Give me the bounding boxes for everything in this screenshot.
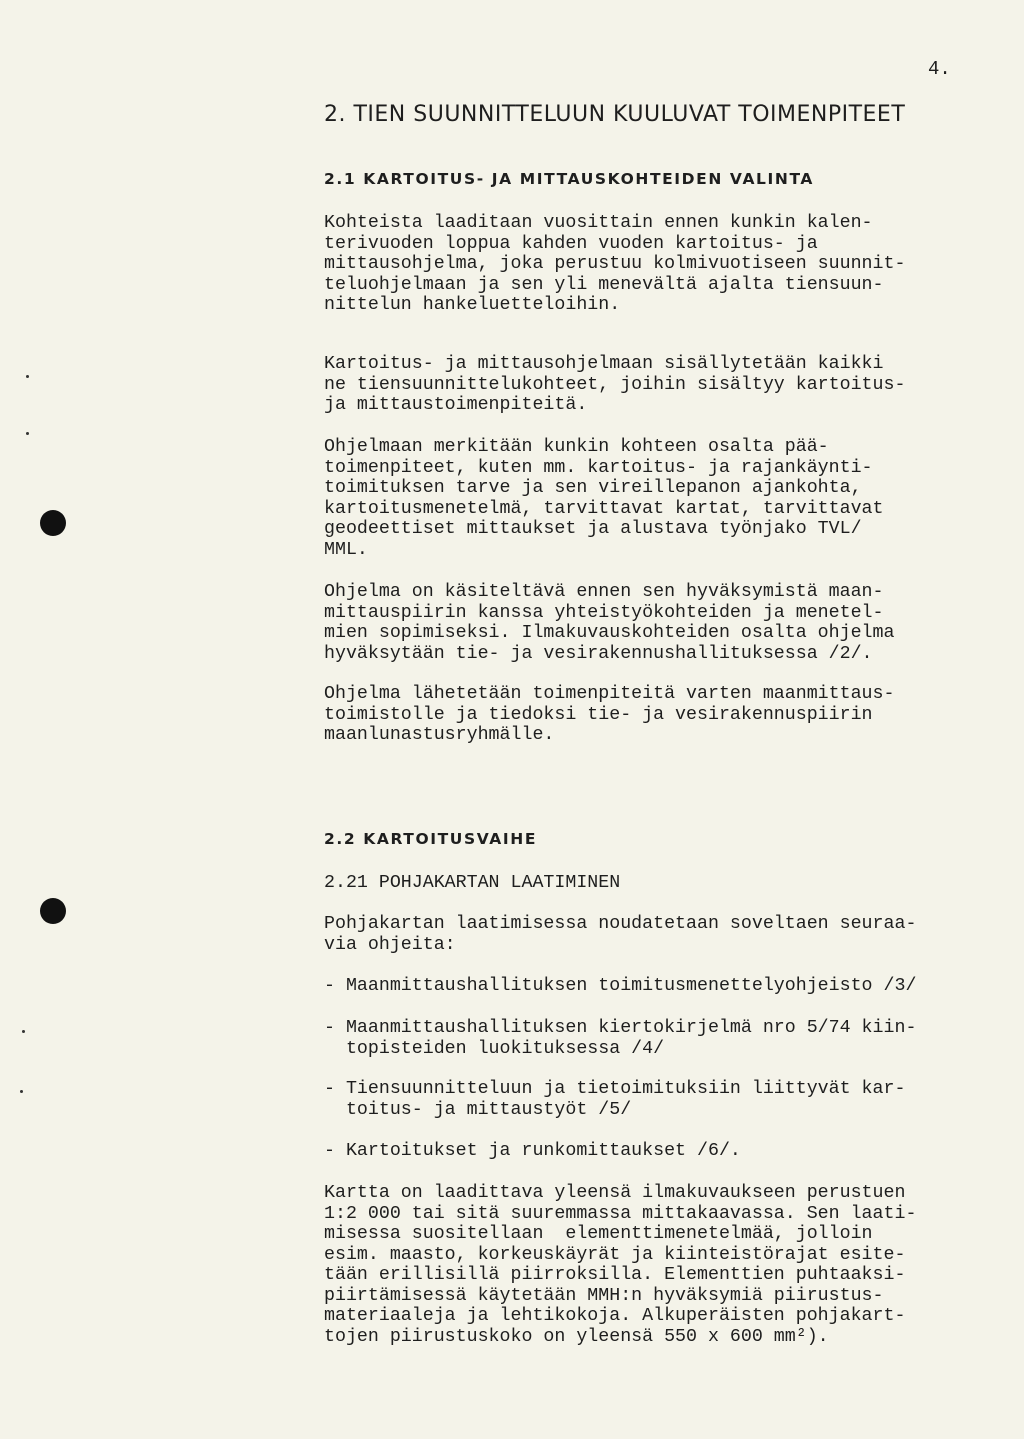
list-item: - Maanmittaushallituksen kiertokirjelmä nro 5/74 kiin- topisteiden luokituksessa /4/ <box>324 1018 917 1059</box>
chapter-heading: 2. TIEN SUUNNITTELUUN KUULUVAT TOIMENPITEET <box>324 102 906 127</box>
paragraph-4: Ohjelma on käsiteltävä ennen sen hyväksymistä maan- mittauspiirin kanssa yhteistyökohteiden ja menetel- mien sopimiseksi. Ilmakuvauskohteiden osalta ohjelma hyväksytään tie- ja vesirakennushallituksessa /2/. <box>324 582 895 664</box>
section-heading-2-1: 2.1 KARTOITUS- JA MITTAUSKOHTEIDEN VALINTA <box>324 170 815 188</box>
list-item: - Kartoitukset ja runkomittaukset /6/. <box>324 1141 741 1161</box>
section-heading-2-2: 2.2 KARTOITUSVAIHE <box>324 830 538 848</box>
punch-hole <box>40 510 66 536</box>
list-item: - Maanmittaushallituksen toimitusmenettelyohjeisto /3/ <box>324 976 917 996</box>
list-item: - Tiensuunnitteluun ja tietoimituksiin liittyvät kar- toitus- ja mittaustyöt /5/ <box>324 1079 906 1120</box>
scan-speck <box>26 375 29 378</box>
paragraph-2: Kartoitus- ja mittausohjelmaan sisällytetään kaikki ne tiensuunnittelukohteet, joihin sisältyy kartoitus- ja mittaustoimenpiteitä. <box>324 354 906 415</box>
paragraph-5: Ohjelma lähetetään toimenpiteitä varten maanmittaus- toimistolle ja tiedoksi tie- ja vesirakennuspiirin maanlunastusryhmälle. <box>324 684 895 745</box>
paragraph-6: Pohjakartan laatimisessa noudatetaan soveltaen seuraa- via ohjeita: <box>324 914 917 955</box>
scan-speck <box>26 432 29 435</box>
paragraph-3: Ohjelmaan merkitään kunkin kohteen osalta pää- toimenpiteet, kuten mm. kartoitus- ja rajankäynti- toimituksen tarve ja sen vireillepanon ajankohta, kartoitusmenetelmä, tarvittavat kartat, tarvittavat geodeettiset mittaukset ja alustava työnjako TVL/ MML. <box>324 437 884 560</box>
paragraph-1: Kohteista laaditaan vuosittain ennen kunkin kalen- terivuoden loppua kahden vuoden kartoitus- ja mittausohjelma, joka perustuu kolmivuotiseen suunnit- teluohjelmaan ja sen yli menevältä ajalta tiensuun- nittelun hankeluetteloihin. <box>324 213 906 315</box>
punch-hole <box>40 898 66 924</box>
page-number: 4. <box>928 58 951 80</box>
scan-speck <box>20 1090 23 1093</box>
paragraph-7: Kartta on laadittava yleensä ilmakuvaukseen perustuen 1:2 000 tai sitä suuremmassa mittakaavassa. Sen laati- misessa suositellaan elementtimenetelmää, jolloin esim. maasto, korkeuskäyrät ja kiinteistörajat esite- tään erillisillä piirroksilla. Elementtien puhtaaksi- piirtämisessä käytetään MMH:n hyväksymiä piirustus- materiaaleja ja lehtikokoja. Alkuperäisten pohjakart- tojen piirustuskoko on yleensä 550 x 600 mm²). <box>324 1183 917 1347</box>
subsection-heading-2-21: 2.21 POHJAKARTAN LAATIMINEN <box>324 873 621 893</box>
scan-speck <box>22 1030 25 1033</box>
